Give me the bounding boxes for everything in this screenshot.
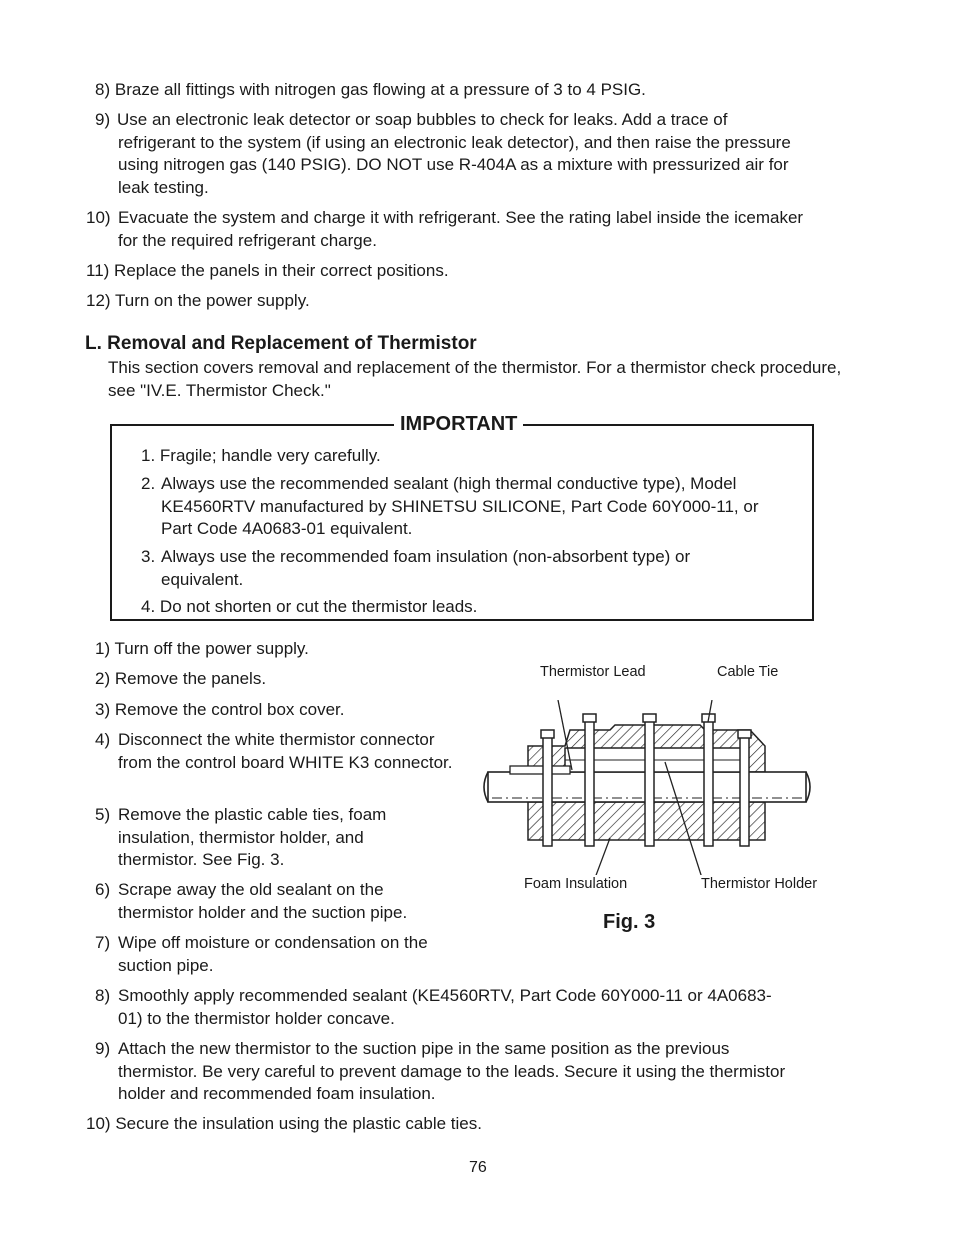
step-text: Turn off the power supply. [114,639,309,658]
step-text: Disconnect the white thermistor connector from the control board WHITE K3 connector. [118,730,453,772]
important-text: Always use the recommended foam insulation (non-absorbent type) or equivalent. [161,547,691,589]
step-text: Remove the panels. [114,669,267,688]
step-text: Secure the insulation using the plastic cable ties. [115,1114,482,1133]
step-text: Wipe off moisture or condensation on the suction pipe. [118,933,428,975]
step-11-top [86,260,806,283]
step-number: 9) [95,110,111,129]
label-foam-insulation: Foam Insulation [524,876,628,892]
step-10-top [86,207,806,252]
page-number: 76 [469,1159,487,1176]
step-5 [95,804,435,872]
step-number: 4) [95,730,111,749]
step-text: Attach the new thermistor to the suction pipe in the same position as the previous thermistor. Be very careful to prevent damage to the leads. Secure it using the thermistor holder and recommended foam insulation. [118,1039,786,1103]
step-number: 9) [95,1039,111,1058]
step-7 [95,932,465,977]
step-9 [95,1038,795,1106]
label-cable-tie: Cable Tie [717,664,779,680]
thermistor-assembly-diagram [480,700,815,875]
important-item-1 [141,445,781,468]
step-text: Replace the panels in their correct positions. [114,261,449,280]
step-number: 12) [86,291,111,310]
step-text: Remove the plastic cable ties, foam insulation, thermistor holder, and thermistor. See Fig. 3. [118,805,387,869]
step-number: 5) [95,805,111,824]
step-number: 7) [95,933,111,952]
step-8-top [95,79,825,102]
step-text: Turn on the power supply. [115,291,310,310]
step-number: 8) [95,80,111,99]
step-number: 10) [86,208,111,227]
step-text: Remove the control box cover. [114,700,345,719]
important-number: 1. [141,446,156,465]
important-number: 3. [141,547,156,566]
section-intro: This section covers removal and replacement of the thermistor. For a thermistor check procedure, see "IV.E. Thermistor Check." [108,358,842,400]
label-thermistor-lead: Thermistor Lead [540,664,646,680]
step-text: Scrape away the old sealant on the thermistor holder and the suction pipe. [118,880,408,922]
step-number: 6) [95,880,111,899]
step-12-top [86,290,806,313]
important-text: Fragile; handle very carefully. [159,446,381,465]
step-number: 8) [95,986,111,1005]
step-2 [95,668,475,691]
section-heading: L. Removal and Replacement of Thermistor [85,333,477,354]
step-number: 3) [95,700,111,719]
step-1 [95,638,475,661]
important-title: IMPORTANT [394,413,523,436]
step-number: 2) [95,669,111,688]
step-text: Use an electronic leak detector or soap bubbles to check for leaks. Add a trace of refrigerant to the system (if using an electronic leak detector), and then raise the pressure using nitrogen gas (140 PSIG). DO NOT use R-404A as a mixture with pressurized air for leak testing. [117,110,791,197]
important-text: Always use the recommended sealant (high thermal conductive type), Model KE4560RTV manufactured by SHINETSU SILICONE, Part Code 60Y000-11, or Part Code 4A0683-01 equivalent. [161,474,759,538]
step-text: Smoothly apply recommended sealant (KE4560RTV, Part Code 60Y000-11 or 4A0683-01) to the thermistor holder concave. [118,986,772,1028]
figure-caption: Fig. 3 [603,911,656,933]
important-text: Do not shorten or cut the thermistor leads. [159,597,478,616]
important-number: 2. [141,474,156,493]
step-number: 11) [86,261,110,280]
step-9-top [95,109,795,199]
step-number: 10) [86,1114,111,1133]
important-item-2 [141,473,761,541]
step-text: Braze all fittings with nitrogen gas flowing at a pressure of 3 to 4 PSIG. [114,80,646,99]
step-text: Evacuate the system and charge it with refrigerant. See the rating label inside the icemaker for the required refrigerant charge. [118,208,804,250]
step-8 [95,985,775,1030]
step-4 [95,729,470,774]
important-item-4 [141,596,761,619]
important-number: 4. [141,597,156,616]
step-10 [86,1113,786,1136]
step-number: 1) [95,639,111,658]
important-item-3 [141,546,761,591]
step-6 [95,879,445,924]
thermistor [510,766,570,774]
label-thermistor-holder: Thermistor Holder [701,876,818,892]
step-3 [95,699,475,722]
